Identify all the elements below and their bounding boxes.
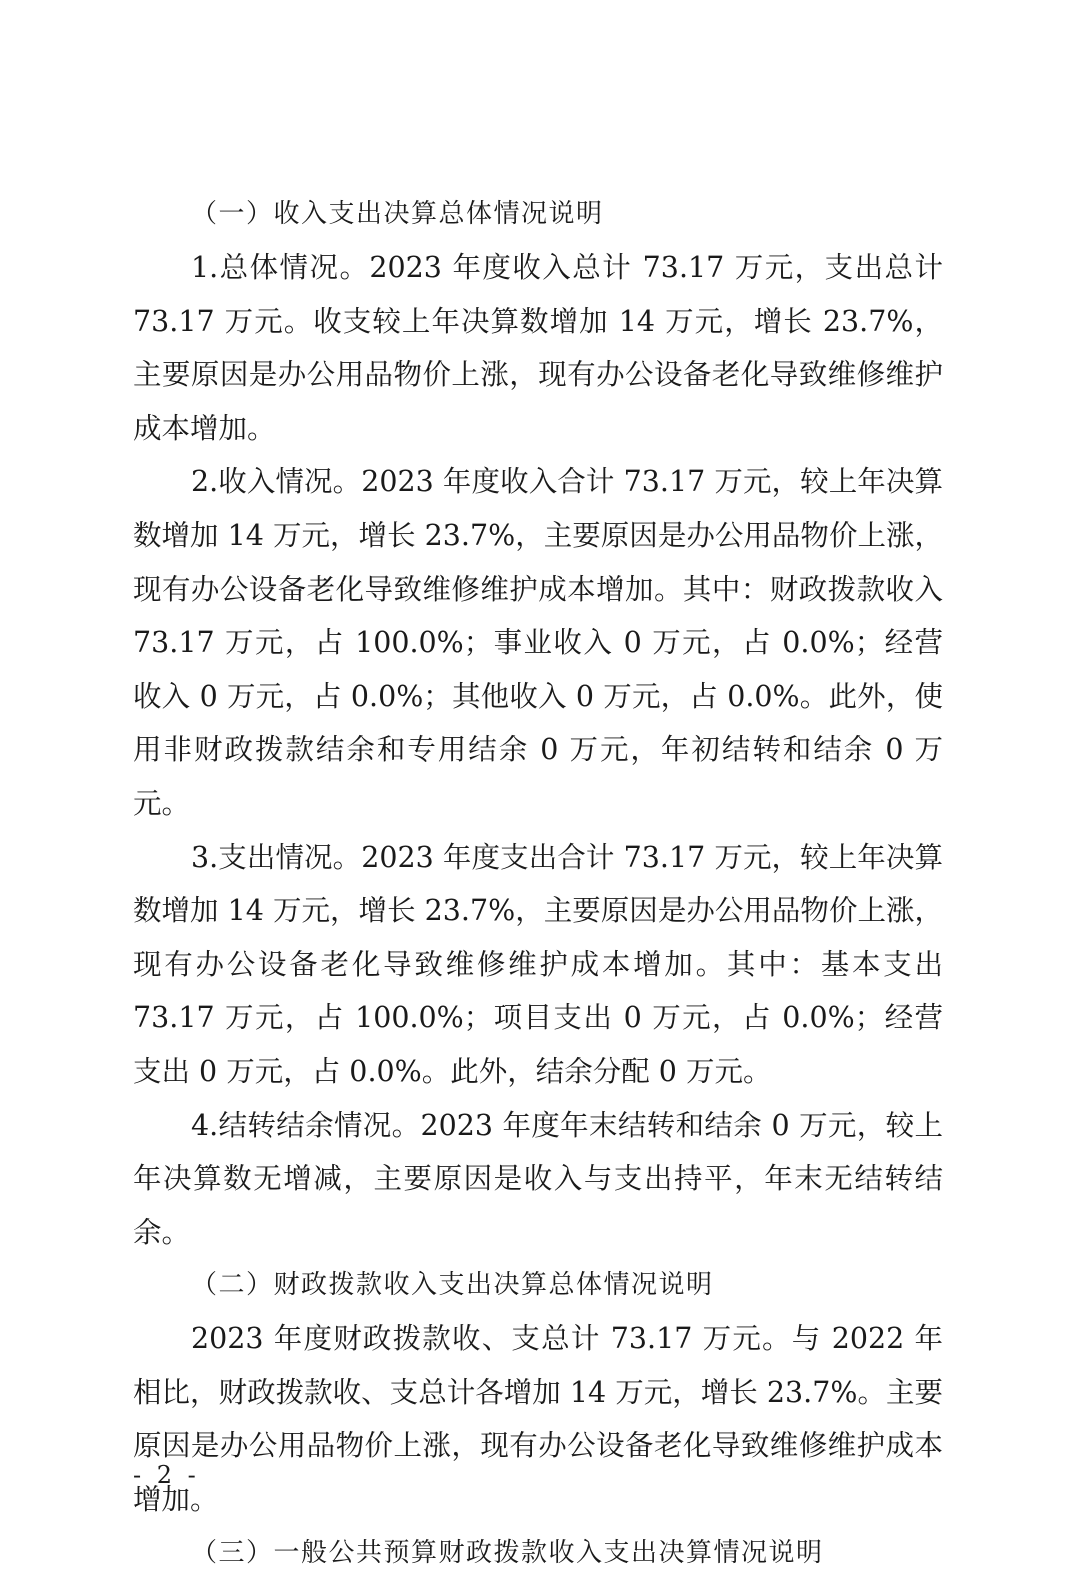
paragraph-fiscal-appropriation: 2023 年度财政拨款收、支总计 73.17 万元。与 2022 年相比，财政拨款收、支总计各增加 14 万元，增长 23.7%。主要原因是办公用品物价上涨，现有办公设备老化导致维修维护成本增加。 (133, 1322, 943, 1517)
document-body (133, 188, 943, 1580)
paragraph-income: 2.收入情况。2023 年度收入合计 73.17 万元，较上年决算数增加 14 万元，增长 23.7%，主要原因是办公用品物价上涨，现有办公设备老化导致维修维护成本增加。其中：财政拨款收入 73.17 万元，占 100.0%；事业收入 0 万元，占 0.0%；经营收入 0 万元，占 0.0%；其他收入 0 万元，占 0.0%。此外，使用非财政拨款结余和专用结余 0 万元，年初结转和结余 0 万元。 (133, 465, 943, 820)
page-number: - 2 - (133, 1461, 200, 1489)
paragraph-expenditure: 3.支出情况。2023 年度支出合计 73.17 万元，较上年决算数增加 14 万元，增长 23.7%，主要原因是办公用品物价上涨，现有办公设备老化导致维修维护成本增加。其中：基本支出 73.17 万元，占 100.0%；项目支出 0 万元，占 0.0%；经营支出 0 万元，占 0.0%。此外，结余分配 0 万元。 (133, 840, 943, 1088)
section-heading-3: （三）一般公共预算财政拨款收入支出决算情况说明 (191, 1537, 824, 1568)
paragraph-overall: 1.总体情况。2023 年度收入总计 73.17 万元，支出总计 73.17 万元。收支较上年决算数增加 14 万元，增长 23.7%，主要原因是办公用品物价上涨，现有办公设备老化导致维修维护成本增加。 (133, 251, 943, 445)
paragraph-carryover: 4.结转结余情况。2023 年度年末结转和结余 0 万元，较上年决算数无增减，主要原因是收入与支出持平，年末无结转结余。 (133, 1108, 943, 1249)
section-heading-1: （一）收入支出决算总体情况说明 (191, 199, 604, 229)
section-heading-2: （二）财政拨款收入支出决算总体情况说明 (191, 1270, 714, 1301)
